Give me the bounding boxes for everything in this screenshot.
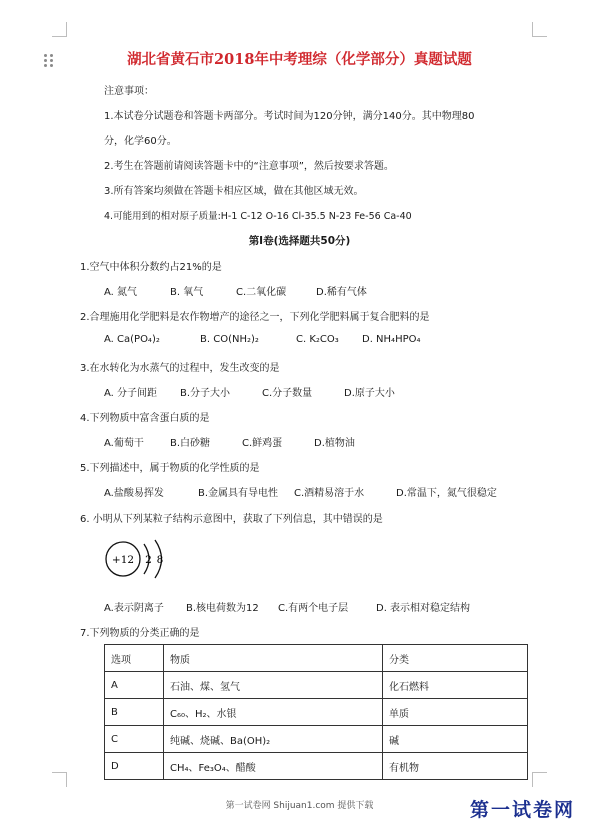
option: C.有两个电子层: [278, 603, 349, 614]
option: B.金属具有导电性: [198, 488, 279, 499]
option: B.白砂糖: [170, 438, 211, 449]
table-header-cell: 选项: [105, 645, 164, 672]
notes-line: 3.所有答案均须做在答题卡相应区域，做在其他区域无效。: [104, 186, 364, 197]
question-stem: 3.在水转化为水蒸气的过程中，发生改变的是: [80, 363, 280, 374]
atom-structure-diagram: [100, 534, 176, 582]
option: D.原子大小: [344, 388, 395, 399]
table-cell: 化石燃料: [383, 672, 528, 699]
classification-table: [104, 644, 528, 780]
notes-line: 1.本试卷分试题卷和答题卡两部分。考试时间为120分钟，满分140分。其中物理80: [104, 111, 475, 122]
option: C. K₂CO₃: [296, 334, 339, 345]
corner-mark-bottom-left: [52, 772, 67, 787]
table-header-cell: 物质: [164, 645, 383, 672]
option: A.盐酸易挥发: [104, 488, 164, 499]
corner-mark-top-left: [52, 22, 67, 37]
table-cell: 单质: [383, 699, 528, 726]
table-row: [105, 699, 528, 726]
table-header-row: [105, 645, 528, 672]
question-stem: 1.空气中体积分数约占21%的是: [80, 262, 222, 273]
notes-line: 2.考生在答题前请阅读答题卡中的“注意事项”，然后按要求答题。: [104, 161, 394, 172]
question-stem: 2.合理施用化学肥料是农作物增产的途径之一，下列化学肥料属于复合肥料的是: [80, 312, 430, 323]
table-row: [105, 726, 528, 753]
option: D.稀有气体: [316, 287, 367, 298]
question-stem: 7.下列物质的分类正确的是: [80, 628, 200, 639]
table-cell: 有机物: [383, 753, 528, 780]
page-footer: 第一试卷网 Shijuan1.com 提供下载: [225, 801, 374, 811]
option: C.分子数量: [262, 388, 313, 399]
option: A.葡萄干: [104, 438, 144, 449]
table-row: [105, 753, 528, 780]
table-header-cell: 分类: [383, 645, 528, 672]
option: C.酒精易溶于水: [294, 488, 365, 499]
question-stem: 5.下列描述中，属于物质的化学性质的是: [80, 463, 260, 474]
corner-mark-bottom-right: [532, 772, 547, 787]
notes-line: 分，化学60分。: [104, 136, 177, 147]
table-cell: C: [105, 726, 164, 753]
option: C.鲜鸡蛋: [242, 438, 283, 449]
table-cell: 纯碱、烧碱、Ba(OH)₂: [164, 726, 383, 753]
option: A. 氮气: [104, 287, 138, 298]
document-title: 湖北省黄石市2018年中考理综（化学部分）真题试题: [127, 51, 472, 68]
notes-heading: 注意事项：: [104, 86, 154, 97]
table-cell: C₆₀、H₂、水银: [164, 699, 383, 726]
option: A. 分子间距: [104, 388, 158, 399]
table-cell: D: [105, 753, 164, 780]
table-cell: B: [105, 699, 164, 726]
option: C.二氧化碳: [236, 287, 287, 298]
table-cell: 石油、煤、氢气: [164, 672, 383, 699]
table-cell: A: [105, 672, 164, 699]
option: D.常温下，氮气很稳定: [396, 488, 497, 499]
question-stem: 4.下列物质中富含蛋白质的是: [80, 413, 210, 424]
option: D. 表示相对稳定结构: [376, 603, 471, 614]
section-title: 第Ⅰ卷(选择题共50分): [248, 235, 351, 247]
nucleus-charge: +12: [111, 554, 135, 566]
shell-2-electrons: 8: [156, 554, 164, 566]
corner-mark-top-right: [532, 22, 547, 37]
question-stem: 6. 小明从下列某粒子结构示意图中，获取了下列信息，其中错误的是: [80, 514, 383, 525]
table-row: [105, 672, 528, 699]
option: D. NH₄HPO₄: [362, 334, 421, 345]
option: B.分子大小: [180, 388, 231, 399]
option: B. CO(NH₂)₂: [200, 334, 259, 345]
table-cell: 碱: [383, 726, 528, 753]
brand-watermark: 第一试卷网: [469, 799, 575, 821]
notes-line: 4.可能用到的相对原子质量:H-1 C-12 O-16 Cl-35.5 N-23 Fe-56 Ca-40: [104, 211, 412, 222]
shell-1-electrons: 2: [145, 554, 152, 566]
option: D.植物油: [314, 438, 355, 449]
option: A.表示阴离子: [104, 603, 164, 614]
table-cell: CH₄、Fe₃O₄、醋酸: [164, 753, 383, 780]
option: A. Ca(PO₄)₂: [104, 334, 160, 345]
option: B.核电荷数为12: [186, 603, 259, 614]
option: B. 氧气: [170, 287, 204, 298]
